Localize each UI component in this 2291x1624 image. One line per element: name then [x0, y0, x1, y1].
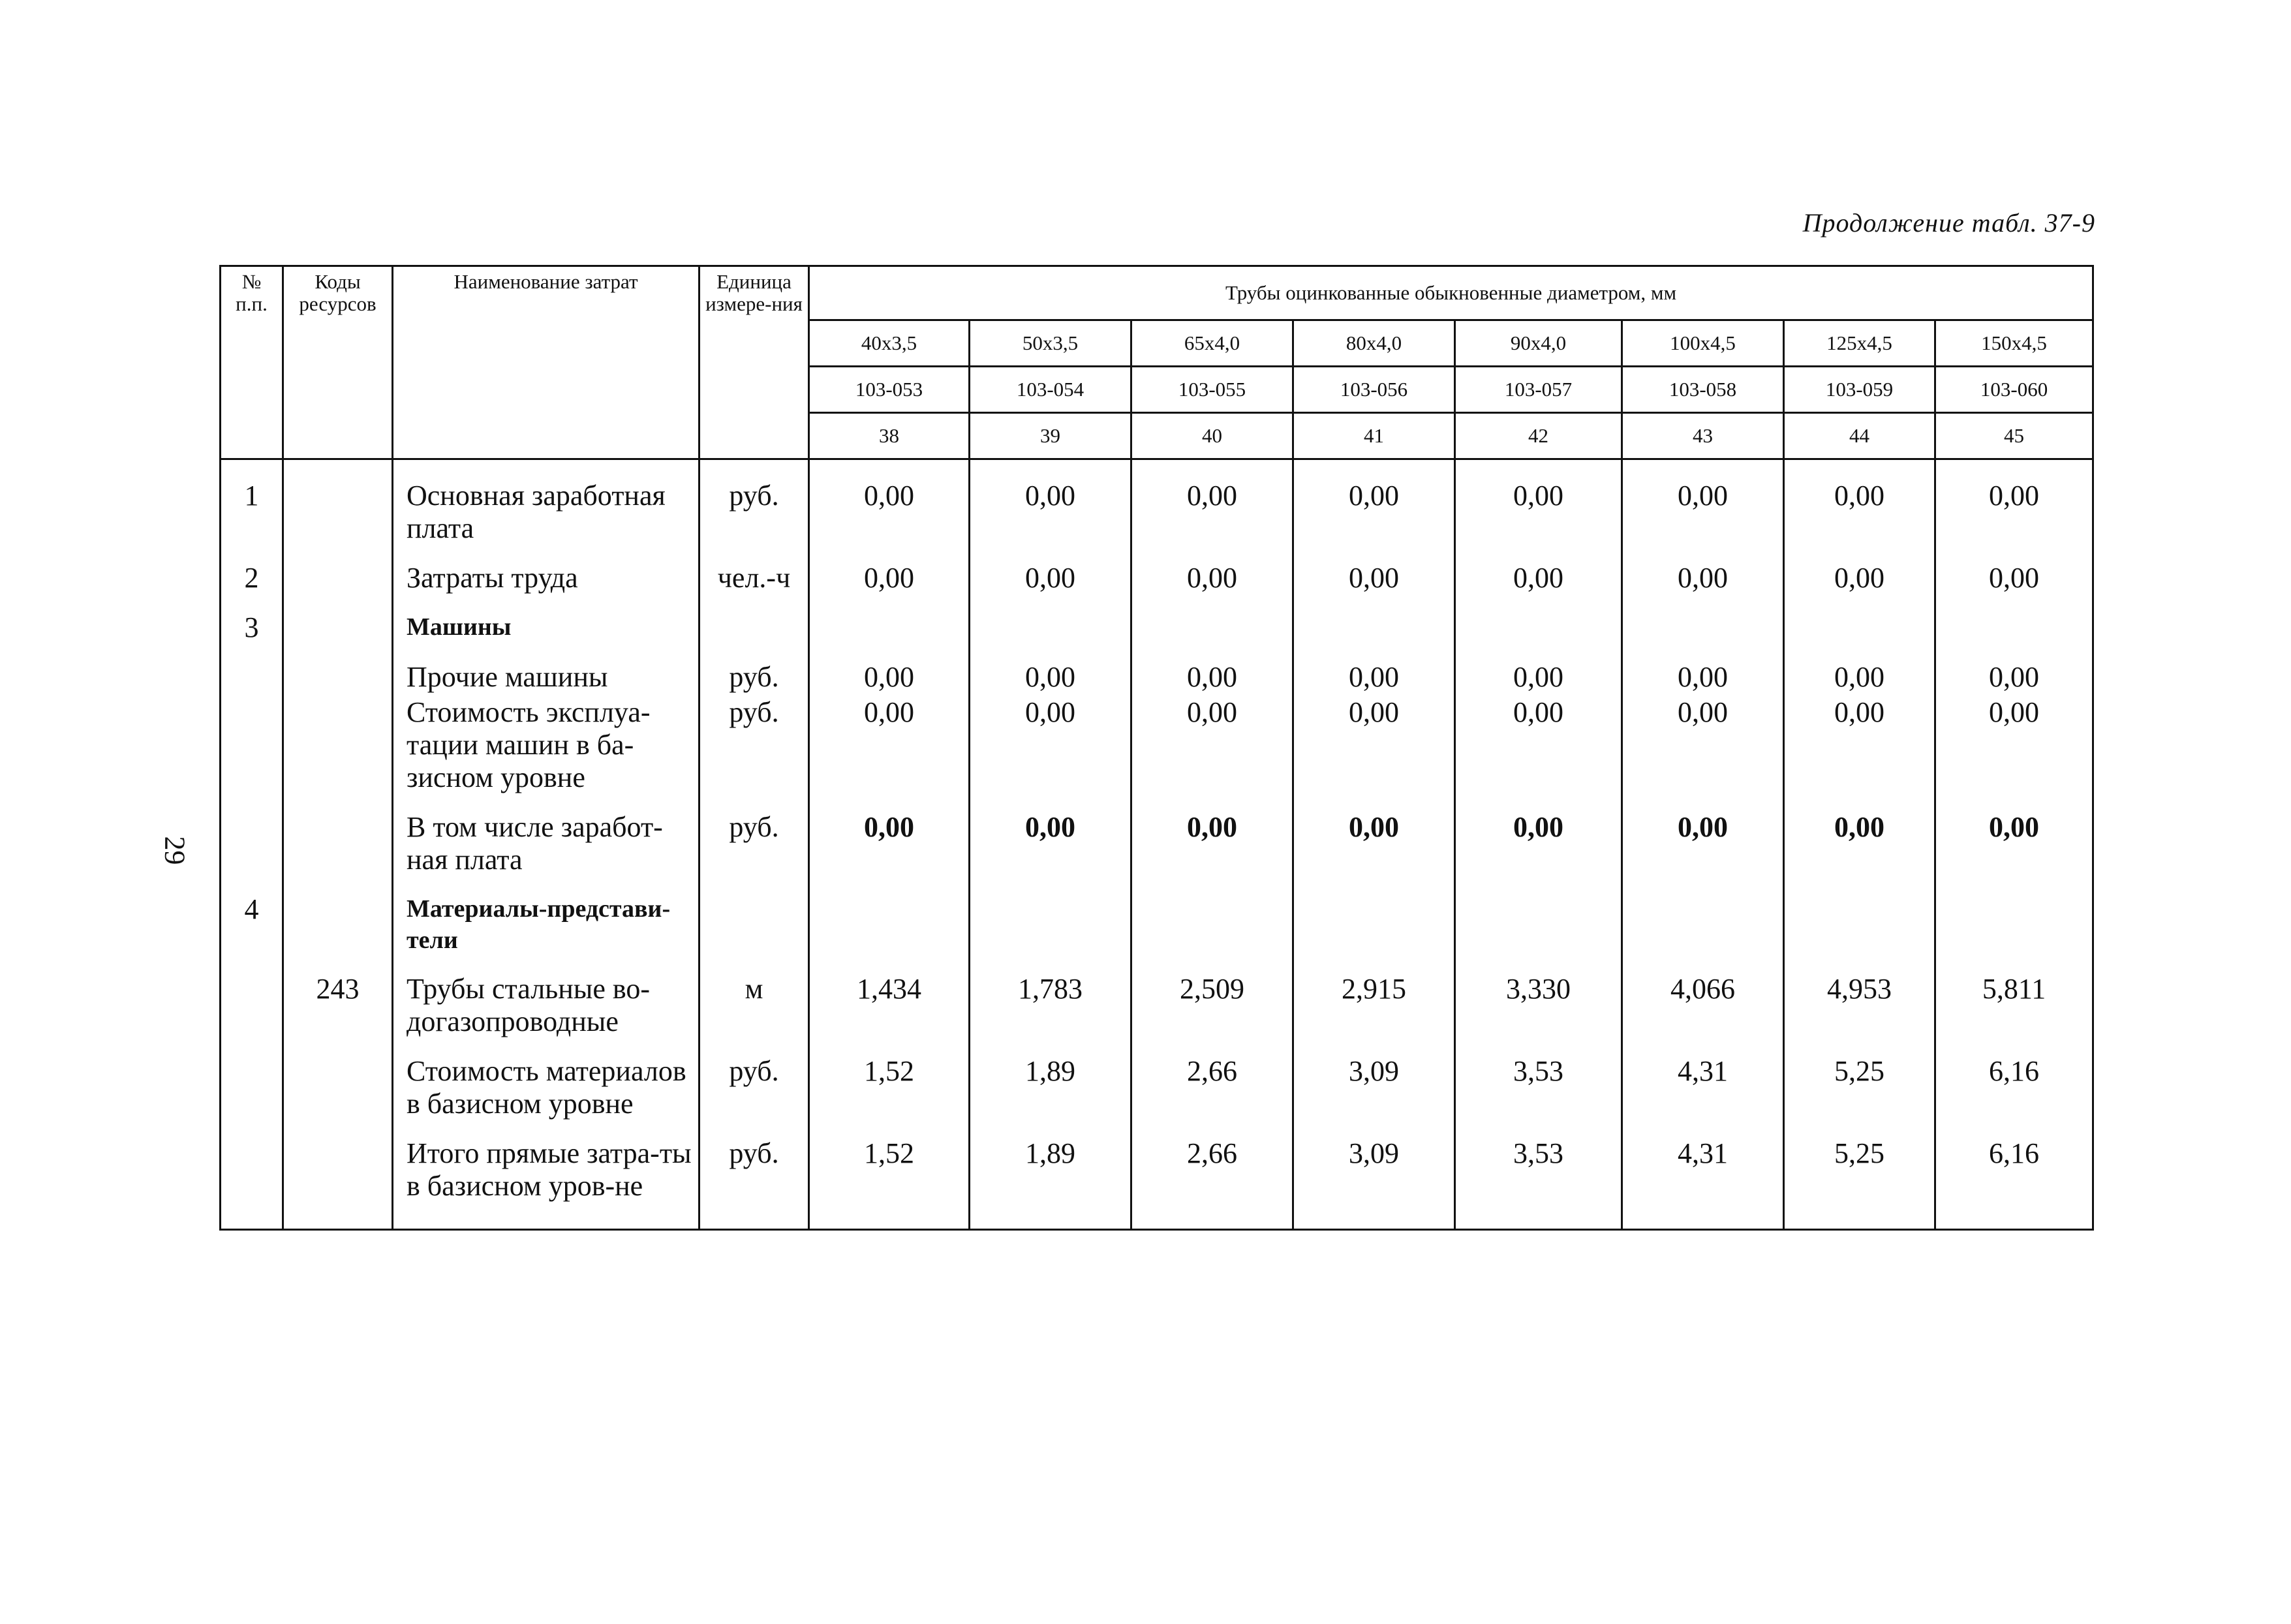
value-cell: 0,00: [1131, 459, 1293, 545]
unit-cell: руб.: [700, 459, 809, 545]
value-cell: 0,00: [1293, 459, 1455, 545]
header-unit: Единица измере-ния: [700, 266, 809, 459]
header-code-cell: 103-055: [1131, 367, 1293, 413]
value-cell: 1,89: [970, 1038, 1131, 1120]
value-cell: 0,00: [1935, 459, 2093, 545]
header-colnum-cell: 40: [1131, 413, 1293, 459]
row-num-cell: [221, 1038, 283, 1120]
value-cell: 0,00: [1935, 694, 2093, 794]
header-name: Наименование затрат: [393, 266, 700, 459]
header-codes: Коды ресурсов: [283, 266, 393, 459]
value-cell: 0,00: [809, 644, 970, 694]
value-cell: 0,00: [1455, 644, 1622, 694]
resource-code-cell: [283, 644, 393, 694]
table-row: [221, 956, 2093, 1038]
header-code-cell: 103-058: [1622, 367, 1784, 413]
value-cell: [1784, 876, 1935, 956]
value-cell: [1784, 594, 1935, 644]
header-colnum-cell: 38: [809, 413, 970, 459]
value-cell: 0,00: [1131, 694, 1293, 794]
header-size-cell: 50x3,5: [970, 320, 1131, 367]
header-size-cell: 150x4,5: [1935, 320, 2093, 367]
value-cell: 4,31: [1622, 1038, 1784, 1120]
value-cell: [1455, 594, 1622, 644]
value-cell: 0,00: [1784, 794, 1935, 876]
value-cell: 0,00: [1131, 644, 1293, 694]
cost-name-cell: В том числе заработ-ная плата: [393, 794, 700, 876]
table-caption: Продолжение табл. 37-9: [1802, 208, 2095, 237]
cost-name-cell: Материалы-представи-тели: [393, 876, 700, 956]
header-colnum-cell: 42: [1455, 413, 1622, 459]
cost-name-cell: Трубы стальные во-догазопроводные: [393, 956, 700, 1038]
unit-cell: руб.: [700, 794, 809, 876]
header-size-cell: 125x4,5: [1784, 320, 1935, 367]
value-cell: 0,00: [1293, 545, 1455, 594]
value-cell: 5,811: [1935, 956, 2093, 1038]
header-code-cell: 103-056: [1293, 367, 1455, 413]
value-cell: 5,25: [1784, 1120, 1935, 1230]
value-cell: 0,00: [809, 694, 970, 794]
table-row: [221, 594, 2093, 644]
value-cell: 0,00: [1784, 545, 1935, 594]
value-cell: 6,16: [1935, 1120, 2093, 1230]
unit-cell: руб.: [700, 1038, 809, 1120]
value-cell: [1293, 594, 1455, 644]
unit-cell: руб.: [700, 644, 809, 694]
resource-code-cell: [283, 1120, 393, 1230]
header-code-cell: 103-060: [1935, 367, 2093, 413]
value-cell: 0,00: [809, 459, 970, 545]
unit-cell: руб.: [700, 694, 809, 794]
header-size-cell: 100x4,5: [1622, 320, 1784, 367]
header-colnum-cell: 41: [1293, 413, 1455, 459]
resource-code-cell: [283, 1038, 393, 1120]
table-row: [221, 876, 2093, 956]
header-size-cell: 80x4,0: [1293, 320, 1455, 367]
resource-code-cell: [283, 694, 393, 794]
value-cell: 0,00: [1622, 459, 1784, 545]
header-num: № п.п.: [221, 266, 283, 459]
row-num-cell: [221, 644, 283, 694]
value-cell: 1,52: [809, 1038, 970, 1120]
cost-name-cell: Стоимость материалов в базисном уровне: [393, 1038, 700, 1120]
value-cell: 0,00: [1131, 794, 1293, 876]
row-num-cell: [221, 956, 283, 1038]
value-cell: 0,00: [809, 794, 970, 876]
value-cell: 0,00: [1784, 694, 1935, 794]
table-row: [221, 545, 2093, 594]
value-cell: 4,953: [1784, 956, 1935, 1038]
value-cell: [1622, 594, 1784, 644]
resource-code-cell: [283, 794, 393, 876]
value-cell: [1622, 876, 1784, 956]
value-cell: [1935, 876, 2093, 956]
value-cell: [1455, 876, 1622, 956]
value-cell: 0,00: [1784, 459, 1935, 545]
table-row: [221, 694, 2093, 794]
row-num-cell: 4: [221, 876, 283, 956]
value-cell: 0,00: [1935, 545, 2093, 594]
value-cell: 2,66: [1131, 1038, 1293, 1120]
value-cell: 0,00: [1293, 694, 1455, 794]
header-colnum-cell: 39: [970, 413, 1131, 459]
resource-code-cell: [283, 459, 393, 545]
value-cell: 0,00: [1622, 694, 1784, 794]
cost-name-cell: Итого прямые затра-ты в базисном уров-не: [393, 1120, 700, 1230]
value-cell: 3,09: [1293, 1038, 1455, 1120]
header-colnum-cell: 44: [1784, 413, 1935, 459]
value-cell: 0,00: [970, 459, 1131, 545]
unit-cell: чел.-ч: [700, 545, 809, 594]
row-num-cell: [221, 694, 283, 794]
value-cell: 0,00: [970, 644, 1131, 694]
value-cell: [970, 876, 1131, 956]
page-number: 29: [159, 836, 191, 865]
value-cell: 3,53: [1455, 1038, 1622, 1120]
table-body: [221, 459, 2093, 1230]
value-cell: 0,00: [970, 794, 1131, 876]
value-cell: 0,00: [809, 545, 970, 594]
value-cell: 3,09: [1293, 1120, 1455, 1230]
value-cell: 0,00: [1293, 644, 1455, 694]
header-size-cell: 90x4,0: [1455, 320, 1622, 367]
cost-table: [219, 265, 2094, 1231]
value-cell: [970, 594, 1131, 644]
value-cell: 3,53: [1455, 1120, 1622, 1230]
value-cell: 1,52: [809, 1120, 970, 1230]
header-size-cell: 40x3,5: [809, 320, 970, 367]
unit-cell: [700, 876, 809, 956]
value-cell: 0,00: [1935, 644, 2093, 694]
header-code-cell: 103-054: [970, 367, 1131, 413]
row-num-cell: 1: [221, 459, 283, 545]
unit-cell: м: [700, 956, 809, 1038]
table-row: [221, 644, 2093, 694]
value-cell: 0,00: [1455, 794, 1622, 876]
value-cell: 6,16: [1935, 1038, 2093, 1120]
table-row: [221, 459, 2093, 545]
value-cell: [809, 594, 970, 644]
value-cell: 0,00: [1455, 459, 1622, 545]
row-num-cell: [221, 794, 283, 876]
table-header: [221, 266, 2093, 459]
header-colnum-cell: 43: [1622, 413, 1784, 459]
value-cell: 1,89: [970, 1120, 1131, 1230]
value-cell: 0,00: [1455, 694, 1622, 794]
row-num-cell: 3: [221, 594, 283, 644]
value-cell: [1131, 594, 1293, 644]
value-cell: 0,00: [1622, 794, 1784, 876]
value-cell: 2,66: [1131, 1120, 1293, 1230]
unit-cell: руб.: [700, 1120, 809, 1230]
value-cell: 4,066: [1622, 956, 1784, 1038]
header-code-cell: 103-053: [809, 367, 970, 413]
header-colnum-cell: 45: [1935, 413, 2093, 459]
value-cell: 0,00: [970, 694, 1131, 794]
table-row: [221, 1038, 2093, 1120]
cost-name-cell: Затраты труда: [393, 545, 700, 594]
cost-name-cell: Машины: [393, 594, 700, 644]
header-code-cell: 103-059: [1784, 367, 1935, 413]
resource-code-cell: [283, 545, 393, 594]
resource-code-cell: [283, 876, 393, 956]
value-cell: 1,434: [809, 956, 970, 1038]
value-cell: [1293, 876, 1455, 956]
value-cell: 0,00: [1293, 794, 1455, 876]
row-num-cell: [221, 1120, 283, 1230]
header-group: Трубы оцинкованные обыкновенные диаметром, мм: [809, 266, 2093, 320]
value-cell: [809, 876, 970, 956]
value-cell: 0,00: [1935, 794, 2093, 876]
value-cell: 0,00: [1622, 644, 1784, 694]
resource-code-cell: [283, 594, 393, 644]
cost-name-cell: Прочие машины: [393, 644, 700, 694]
cost-name-cell: Стоимость эксплуа-тации машин в ба-зисном уровне: [393, 694, 700, 794]
value-cell: [1131, 876, 1293, 956]
value-cell: 0,00: [970, 545, 1131, 594]
value-cell: 0,00: [1622, 545, 1784, 594]
header-size-cell: 65x4,0: [1131, 320, 1293, 367]
value-cell: 5,25: [1784, 1038, 1935, 1120]
unit-cell: [700, 594, 809, 644]
value-cell: 0,00: [1455, 545, 1622, 594]
value-cell: [1935, 594, 2093, 644]
value-cell: 2,915: [1293, 956, 1455, 1038]
value-cell: 0,00: [1131, 545, 1293, 594]
resource-code-cell: 243: [283, 956, 393, 1038]
cost-name-cell: Основная заработная плата: [393, 459, 700, 545]
value-cell: 0,00: [1784, 644, 1935, 694]
table-row: [221, 794, 2093, 876]
header-code-cell: 103-057: [1455, 367, 1622, 413]
value-cell: 1,783: [970, 956, 1131, 1038]
value-cell: 2,509: [1131, 956, 1293, 1038]
value-cell: 3,330: [1455, 956, 1622, 1038]
row-num-cell: 2: [221, 545, 283, 594]
value-cell: 4,31: [1622, 1120, 1784, 1230]
table-row: [221, 1120, 2093, 1230]
